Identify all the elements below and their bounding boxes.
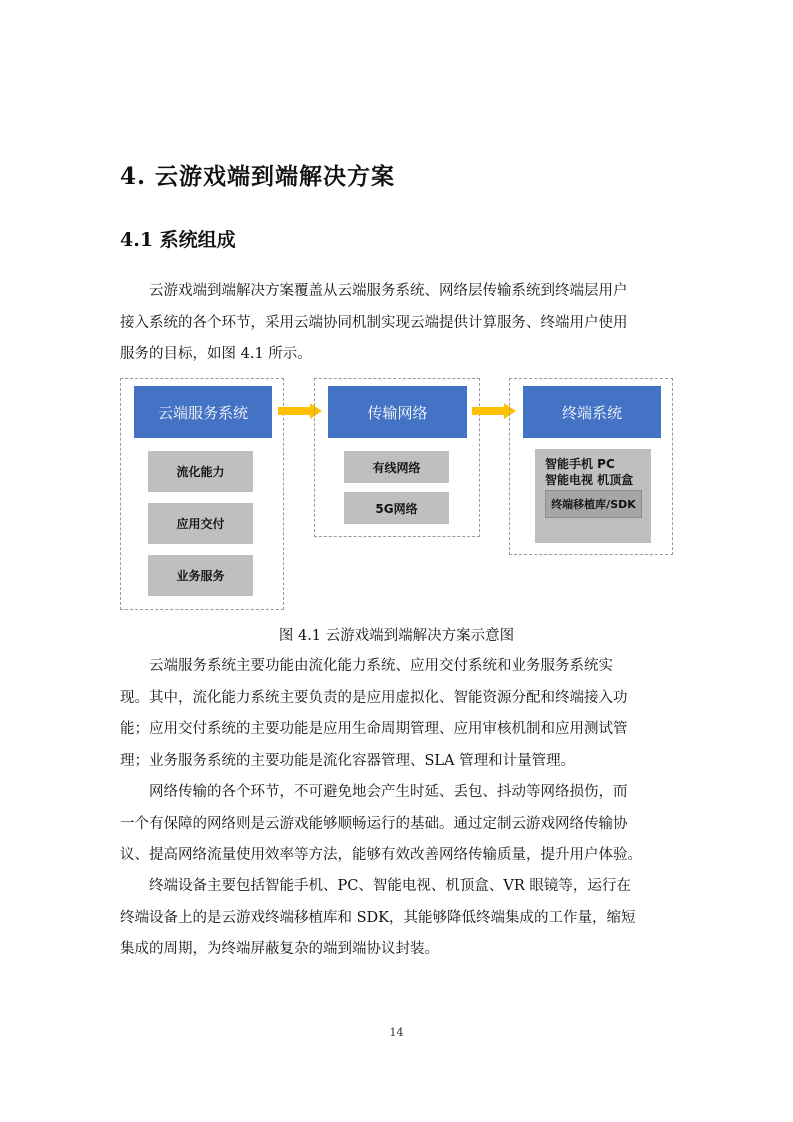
paragraph-line: 网络传输的各个环节，不可避免地会产生时延、丢包、抖动等网络损伤，而 [149,784,628,800]
terminal-paragraph [120,871,675,966]
network-item-wired: 有线网络 [344,451,449,483]
network-item-5g: 5G网络 [344,492,449,524]
paragraph-line: 议、提高网络流量使用效率等方法，能够有效改善网络传输质量，提升用户体验。 [120,847,642,863]
section-heading: 4.1 系统组成 [120,229,236,251]
paragraph-line: 接入系统的各个环节，采用云端协同机制实现云端提供计算服务、终端用户使用 [120,314,628,331]
paragraph-line: 能；应用交付系统的主要功能是应用生命周期管理、应用审核机制和应用测试管 [120,721,628,737]
chapter-heading: 4. 云游戏端到端解决方案 [120,163,396,190]
paragraph-line: 一个有保障的网络则是云游戏能够顺畅运行的基础。通过定制云游戏网络传输协 [120,815,628,832]
terminal-header: 终端系统 [523,386,661,438]
paragraph-line: 云游戏端到端解决方案覆盖从云端服务系统、网络层传输系统到终端层用户 [149,283,628,299]
figure-caption: 图 4.1 云游戏端到端解决方案示意图 [278,628,515,644]
cloud-item-streaming: 流化能力 [148,451,253,492]
paragraph-line: 服务的目标，如图 4.1 所示。 [120,346,312,362]
devices-line-1: 智能手机 PC [545,457,615,471]
network-header: 传输网络 [328,386,467,438]
paragraph-line: 现。其中，流化能力系统主要负责的是应用虚拟化、智能资源分配和终端接入功 [120,689,628,706]
paragraph-line: 云端服务系统主要功能由流化能力系统、应用交付系统和业务服务系统实 [149,658,613,674]
paragraph-line: 集成的周期，为终端屏蔽复杂的端到端协议封装。 [120,941,439,957]
network-paragraph [120,777,675,872]
intro-paragraph [120,276,675,371]
paragraph-line: 终端设备上的是云游戏终端移植库和 SDK，其能够降低终端集成的工作量，缩短 [120,909,636,926]
solution-diagram [118,378,676,610]
paragraph-line: 终端设备主要包括智能手机、PC、智能电视、机顶盒、VR 眼镜等，运行在 [149,878,631,894]
terminal-devices-panel [535,449,651,543]
cloud-header: 云端服务系统 [134,386,272,438]
cloud-item-delivery: 应用交付 [148,503,253,544]
cloud-paragraph [120,651,675,777]
terminal-sdk-box: 终端移植库/SDK [545,490,642,518]
cloud-item-service: 业务服务 [148,555,253,596]
paragraph-line: 理；业务服务系统的主要功能是流化容器管理、SLA 管理和计量管理。 [120,752,576,769]
page-number: 14 [389,1026,404,1039]
devices-line-2: 智能电视 机顶盒 [545,473,634,487]
